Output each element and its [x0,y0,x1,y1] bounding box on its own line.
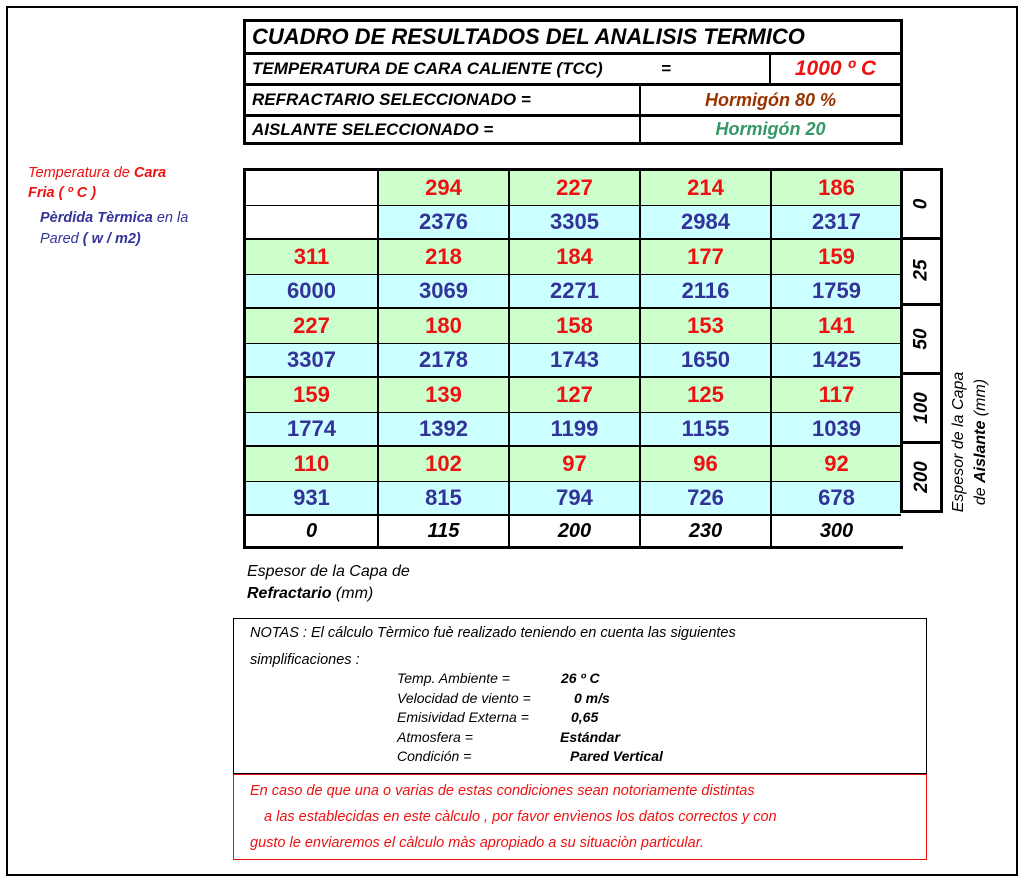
temperature-cell: 311 [246,240,377,275]
results-grid [243,168,945,549]
heat-loss-cell: 1425 [770,344,901,379]
temperature-cell: 102 [377,447,508,482]
temperature-cell: 97 [508,447,639,482]
aislante-thickness-value: 50 [910,328,932,350]
heat-loss-cell: 1759 [770,275,901,310]
y-axis-label-line1: Espesor de la Capa [950,371,967,513]
temperature-cell: 186 [770,171,901,206]
note-item-value: 0,65 [571,709,599,725]
temperature-cell: 110 [246,447,377,482]
y-axis-label-unit: (mm) [972,378,989,421]
temperature-cell: 159 [770,240,901,275]
temp-legend-bold1: Cara [133,165,167,181]
loss-legend-unit: ( w / m2) [82,231,141,247]
refractario-value: Hormigón 80 % [704,89,837,110]
aislante-row [246,117,900,142]
warning-line2: a las establecidas en este càlculo , por favor envìenos los datos correctos y con [264,809,777,825]
note-item-label: Velocidad de viento = [397,689,531,706]
refractario-label: REFRACTARIO SELECCIONADO = [252,90,531,109]
aislante-label: AISLANTE SELECCIONADO = [252,119,494,139]
aislante-thickness-cell [900,237,943,306]
aislante-thickness-cell [900,306,943,375]
heat-loss-cell: 1774 [246,413,377,448]
notes-intro2: simplificaciones : [250,652,360,668]
heat-loss-cell: 2271 [508,275,639,310]
note-item-value: 0 m/s [574,689,610,706]
blank-corner-cell [246,206,377,241]
tcc-equals: = [661,59,671,78]
heat-loss-cell: 1743 [508,344,639,379]
heat-loss-cell: 2984 [639,206,770,241]
heat-loss-cell: 1155 [639,413,770,448]
aislante-thickness-cell [900,375,943,444]
temp-legend-unit: ( º C ) [54,185,97,201]
temp-legend-bold2: Fria [28,185,55,201]
x-axis-label-bold: Refractario [247,585,332,602]
aislante-value: Hormigón 20 [715,119,826,139]
heat-loss-cell: 794 [508,482,639,517]
temperature-cell: 227 [508,171,639,206]
header-title: CUADRO DE RESULTADOS DEL ANALISIS TERMICO [246,22,900,55]
temperature-cell: 227 [246,309,377,344]
heat-loss-cell: 815 [377,482,508,517]
x-axis-label-unit: (mm) [331,585,374,602]
temperature-cell: 214 [639,171,770,206]
tcc-value: 1000 º C [794,57,877,80]
y-axis-label-bold: Aislante [972,420,989,483]
temperature-cell: 177 [639,240,770,275]
temperature-legend [28,163,228,203]
refractario-thickness-cell: 200 [508,516,639,546]
note-item-value: Estándar [560,728,620,745]
heat-loss-cell: 3307 [246,344,377,379]
aislante-thickness-cell [900,168,943,240]
y-axis-label-line2 [970,357,992,527]
temperature-cell: 125 [639,378,770,413]
heat-loss-cell: 2116 [639,275,770,310]
temperature-cell: 159 [246,378,377,413]
temperature-cell: 294 [377,171,508,206]
note-item-label: Temp. Ambiente = [397,670,510,686]
temperature-cell: 153 [639,309,770,344]
heat-loss-cell: 2376 [377,206,508,241]
aislante-thickness-cell [900,444,943,513]
temperature-cell: 117 [770,378,901,413]
temperature-cell: 180 [377,309,508,344]
heat-loss-cell: 726 [639,482,770,517]
heat-loss-cell: 3069 [377,275,508,310]
note-item-value: 26 º C [561,670,600,686]
y-axis-label [948,357,992,527]
temp-legend-prefix: Temperatura de [28,165,134,181]
y-axis-label-prefix: de [972,482,989,506]
note-item-value: Pared Vertical [570,748,663,764]
refractario-thickness-cell: 115 [377,516,508,546]
heat-loss-cell: 1392 [377,413,508,448]
loss-legend-bold: Pèrdida Tèrmica [40,210,153,226]
loss-legend-text1: en la [152,210,189,226]
temperature-cell: 92 [770,447,901,482]
refractario-thickness-cell: 230 [639,516,770,546]
refractario-row [246,86,900,117]
temperature-cell: 218 [377,240,508,275]
tcc-label: TEMPERATURA DE CARA CALIENTE (TCC) [252,59,603,78]
heat-loss-cell: 1199 [508,413,639,448]
aislante-thickness-value: 100 [910,392,932,424]
loss-legend-text2: Pared [40,231,83,247]
warning-box [233,774,927,860]
warning-line1: En caso de que una o varias de estas condiciones sean notoriamente distintas [250,783,755,799]
temperature-cell: 141 [770,309,901,344]
heat-loss-cell: 2178 [377,344,508,379]
heat-loss-cell: 1039 [770,413,901,448]
temperature-cell: 127 [508,378,639,413]
notes-box [233,618,927,774]
tcc-row [246,55,900,86]
temperature-cell: 184 [508,240,639,275]
notes-intro1: NOTAS : El cálculo Tèrmico fuè realizado teniendo en cuenta las siguientes [250,625,736,641]
aislante-thickness-value: 25 [910,259,932,281]
heat-loss-cell: 2317 [770,206,901,241]
warning-line3: gusto le enviaremos el càlculo màs apropiado a su situaciòn particular. [250,835,705,851]
refractario-thickness-cell: 300 [770,516,901,546]
heat-loss-cell: 1650 [639,344,770,379]
aislante-thickness-value: 0 [910,198,932,210]
results-header [243,19,903,145]
note-item-label: Atmosfera = [397,728,473,745]
heat-loss-cell: 678 [770,482,901,517]
note-item-label: Emisividad Externa = [397,709,529,725]
heat-loss-cell: 931 [246,482,377,517]
blank-corner-cell [246,171,377,206]
heat-loss-cell: 3305 [508,206,639,241]
heat-loss-cell: 6000 [246,275,377,310]
temperature-cell: 139 [377,378,508,413]
aislante-thickness-value: 200 [910,461,932,493]
note-item-label: Condición = [397,748,472,764]
x-axis-label [247,561,410,605]
refractario-thickness-cell: 0 [246,516,377,546]
temperature-cell: 96 [639,447,770,482]
x-axis-label-line1: Espesor de la Capa de [247,563,410,580]
temperature-cell: 158 [508,309,639,344]
loss-legend [40,208,240,250]
